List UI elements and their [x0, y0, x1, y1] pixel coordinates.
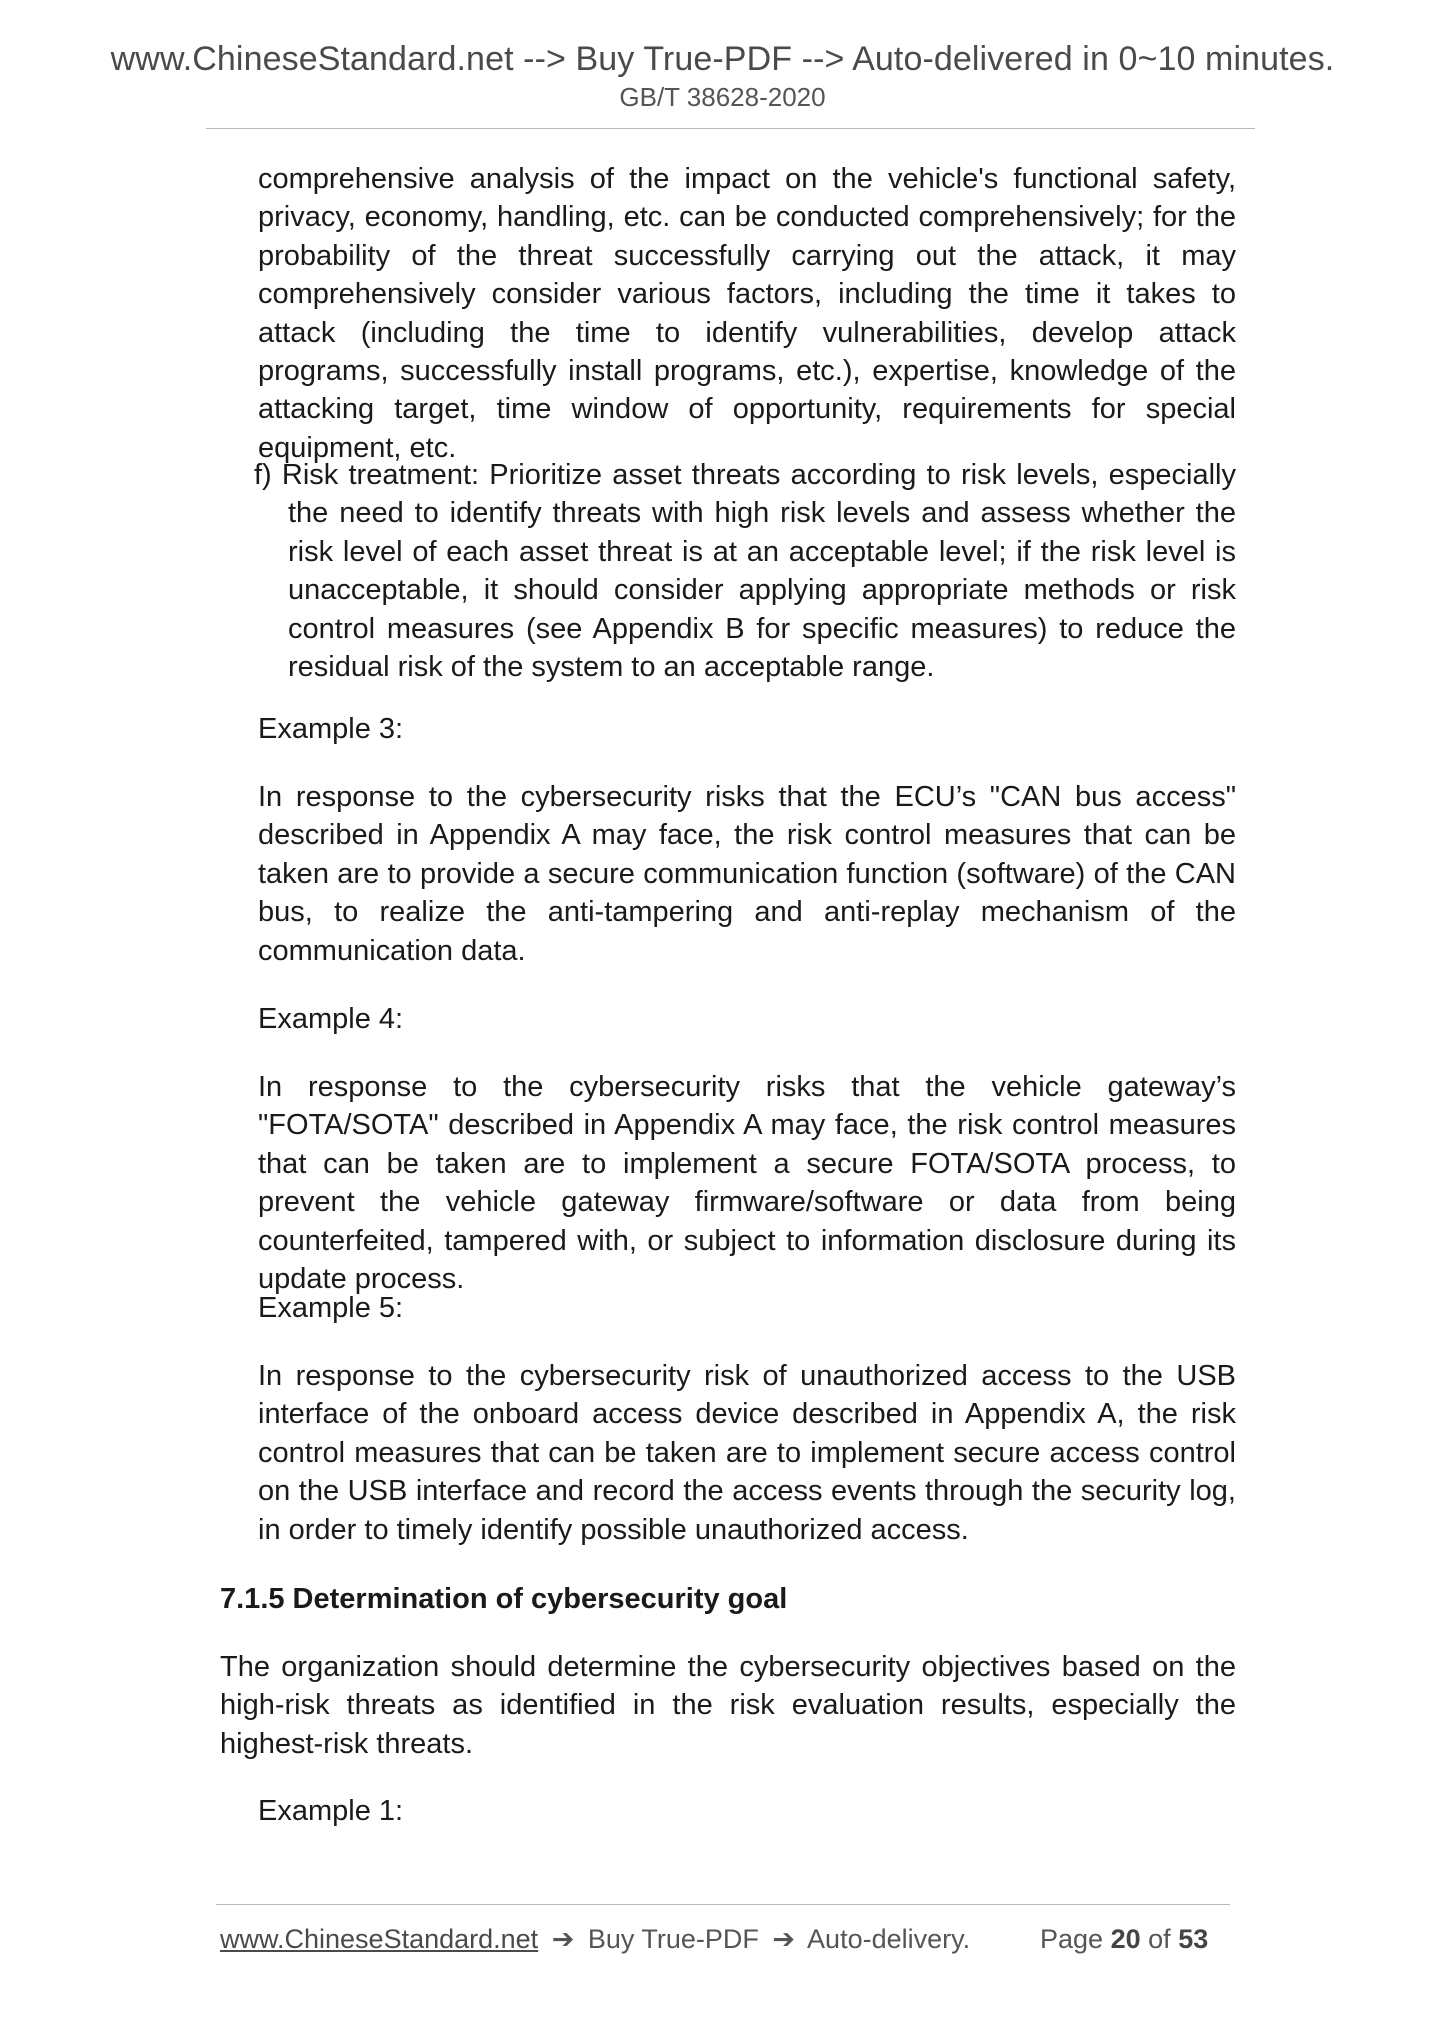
- section-paragraph: The organization should determine the cybersecurity objectives based on the high-risk threats as identified in the risk evaluation results, especially the highest-risk threats.: [220, 1651, 1236, 1760]
- footer-links: [220, 1924, 970, 1955]
- top-banner: www.ChineseStandard.net --> Buy True-PDF --> Auto-delivered in 0~10 minutes.: [110, 40, 1335, 78]
- example-5-text: In response to the cybersecurity risk of unauthorized access to the USB interface of the onboard access device described in Appendix A, the risk control measures that can be taken are to implement secure access control on the USB interface and record the access events through the security log, in order to timely identify possible unauthorized access.: [258, 1360, 1236, 1546]
- header-divider: [206, 128, 1255, 129]
- example-5-label: Example 5:: [258, 1292, 404, 1324]
- arrow-right-icon: ➔: [551, 1924, 575, 1954]
- page-total: 53: [1178, 1924, 1209, 1954]
- arrow-right-icon: ➔: [772, 1924, 796, 1954]
- example-1-label: Example 1:: [258, 1795, 404, 1827]
- of-label: of: [1148, 1924, 1171, 1954]
- page-current: 20: [1110, 1924, 1141, 1954]
- footer-site-link[interactable]: www.ChineseStandard.net: [220, 1924, 539, 1954]
- example-3-text: In response to the cybersecurity risks that the ECU’s "CAN bus access" described in Appendix A may face, the risk control measures that can be taken are to provide a secure communication function (software) of the CAN bus, to realize the anti-tampering and anti-replay mechanism of the communication data.: [258, 781, 1236, 967]
- page-label: Page: [1040, 1924, 1104, 1954]
- section-heading-7-1-5: 7.1.5 Determination of cybersecurity goal: [220, 1583, 788, 1615]
- footer-buy-text: Buy True-PDF: [587, 1924, 759, 1954]
- footer-divider: [216, 1904, 1230, 1905]
- paragraph-continuation: comprehensive analysis of the impact on the vehicle's functional safety, privacy, economy, handling, etc. can be conducted comprehensively; for the probability of the threat successfully carrying out the attack, it may comprehensively consider various factors, including the time it takes to attack (including the time to identify vulnerabilities, develop attack programs, successfully install programs, etc.), expertise, knowledge of the attacking target, time window of opportunity, requirements for special equipment, etc.: [258, 163, 1236, 464]
- list-item-f: f) Risk treatment: Prioritize asset threats according to risk levels, especially the need to identify threats with high risk levels and assess whether the risk level of each asset threat is at an acceptable level; if the risk level is unacceptable, it should consider applying appropriate methods or risk control measures (see Appendix B for specific measures) to reduce the residual risk of the system to an acceptable range.: [254, 459, 1236, 684]
- example-3-label: Example 3:: [258, 713, 404, 745]
- page-number: [1040, 1924, 1208, 1955]
- footer-delivery-text: Auto-delivery.: [807, 1924, 971, 1954]
- example-4-label: Example 4:: [258, 1003, 404, 1035]
- example-4-text: In response to the cybersecurity risks that the vehicle gateway’s "FOTA/SOTA" described in Appendix A may face, the risk control measures that can be taken are to implement a secure FOTA/SOTA process, to prevent the vehicle gateway firmware/software or data from being counterfeited, tampered with, or subject to information disclosure during its update process.: [258, 1071, 1236, 1296]
- document-code: GB/T 38628-2020: [619, 82, 826, 112]
